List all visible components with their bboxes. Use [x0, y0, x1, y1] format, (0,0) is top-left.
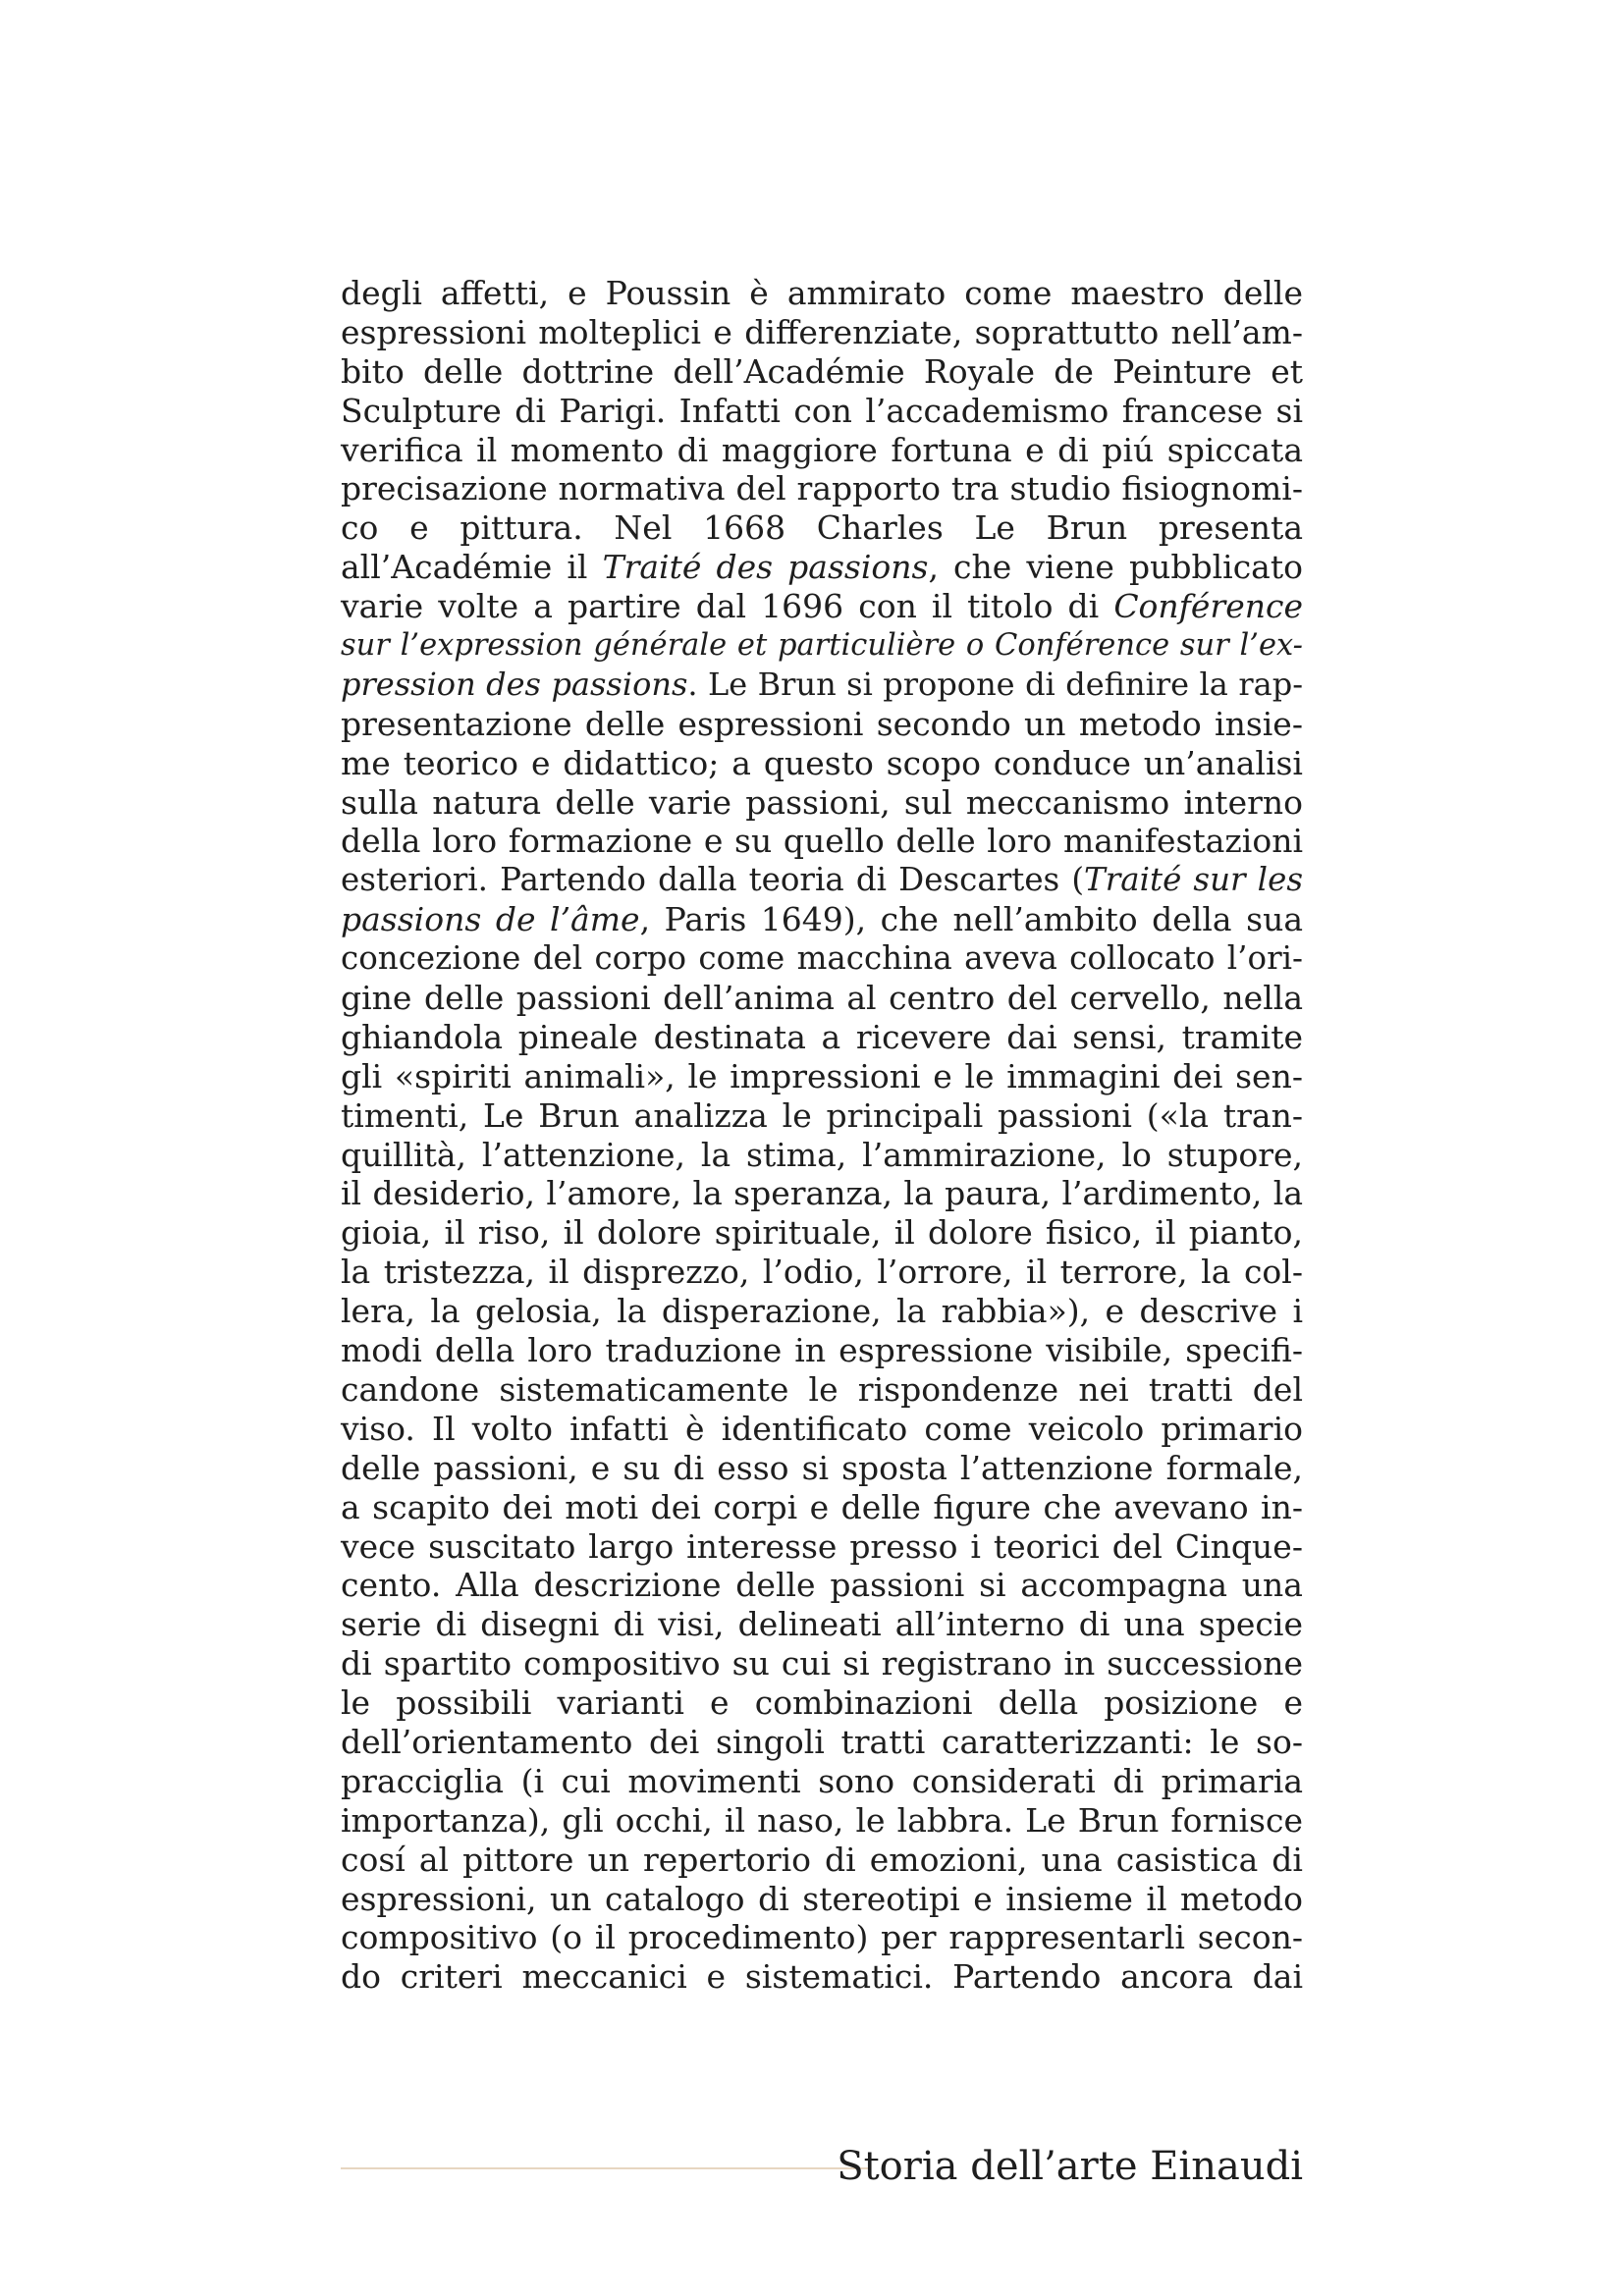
- text-line: [341, 1841, 1303, 1880]
- text-segment: presentazione delle espressioni secondo un metodo insie-: [341, 704, 1303, 743]
- text-line: [341, 313, 1303, 352]
- text-line: [341, 979, 1303, 1018]
- text-segment: varie volte a partire dal 1696 con il titolo di: [341, 587, 1114, 626]
- text-line: [341, 1174, 1303, 1213]
- text-segment: quillità, l’attenzione, la stima, l’ammirazione, lo stupore,: [341, 1135, 1303, 1174]
- text-segment: viso. Il volto infatti è identificato come veicolo primario: [341, 1409, 1303, 1448]
- text-line: [341, 1957, 1303, 1997]
- text-segment: precisazione normativa del rapporto tra studio fisiognomi-: [341, 469, 1303, 508]
- text-segment: do criteri meccanici e sistematici. Partendo ancora dai: [341, 1957, 1303, 1997]
- text-segment: me teorico e didattico; a questo scopo conduce un’analisi: [341, 743, 1303, 782]
- text-segment: la tristezza, il disprezzo, l’odio, l’orrore, il terrore, la col-: [341, 1253, 1303, 1292]
- text-line: [341, 1136, 1303, 1175]
- text-segment: gioia, il riso, il dolore spirituale, il dolore fisico, il pianto,: [341, 1213, 1303, 1253]
- text-line: [341, 1527, 1303, 1567]
- text-line: [341, 1331, 1303, 1370]
- text-segment: all’Académie il: [341, 548, 603, 587]
- text-line: [341, 1683, 1303, 1723]
- text-line: [341, 900, 1303, 939]
- text-segment: dell’orientamento dei singoli tratti caratterizzanti: le so-: [341, 1722, 1303, 1761]
- text-segment: modi della loro traduzione in espressione visibile, specifi-: [341, 1331, 1303, 1370]
- text-line: [341, 1723, 1303, 1762]
- text-line: [341, 508, 1303, 548]
- text-line: [341, 1410, 1303, 1449]
- text-line: [341, 1566, 1303, 1605]
- text-segment: bito delle dottrine dell’Académie Royale de Peinture et: [341, 351, 1303, 391]
- italic-title: Traité des passions: [602, 548, 929, 587]
- text-segment: esteriori. Partendo dalla teoria di Descartes (: [341, 861, 1085, 899]
- text-line: [341, 1488, 1303, 1527]
- text-line: [341, 1253, 1303, 1292]
- text-line: [341, 1801, 1303, 1841]
- text-segment: importanza), gli occhi, il naso, le labbra. Le Brun fornisce: [341, 1800, 1303, 1840]
- text-segment: gli «spiriti animali», le impressioni e le immagini dei sen-: [341, 1056, 1303, 1095]
- text-segment: le possibili varianti e combinazioni della posizione e: [341, 1683, 1303, 1723]
- text-line: [341, 705, 1303, 744]
- text-line: [341, 469, 1303, 508]
- text-segment: concezione del corpo come macchina aveva collocato l’ori-: [341, 939, 1303, 978]
- text-line: [341, 1292, 1303, 1331]
- text-line: [341, 939, 1303, 979]
- text-line: [341, 1057, 1303, 1096]
- text-line: [341, 274, 1303, 313]
- text-segment: Sculpture di Parigi. Infatti con l’accademismo francese si: [341, 391, 1303, 430]
- text-line: [341, 666, 1303, 705]
- text-segment: di spartito compositivo su cui si registrano in successione: [341, 1644, 1303, 1683]
- text-line: [341, 744, 1303, 783]
- text-line: [341, 1213, 1303, 1253]
- text-segment: verifica il momento di maggiore fortuna e di piú spiccata: [341, 430, 1303, 469]
- text-segment: cosí al pittore un repertorio di emozioni, una casistica di: [341, 1840, 1303, 1879]
- body-text: [341, 274, 1303, 1997]
- text-line: [341, 1096, 1303, 1136]
- text-line: [341, 1449, 1303, 1488]
- text-segment: lera, la gelosia, la disperazione, la rabbia»), e descrive i: [341, 1292, 1303, 1331]
- text-segment: . Le Brun si propone di definire la rap-: [687, 665, 1303, 703]
- text-line: [341, 1370, 1303, 1410]
- text-segment: pracciglia (i cui movimenti sono considerati di primaria: [341, 1761, 1303, 1800]
- text-line: [341, 1605, 1303, 1644]
- italic-title: Conférence: [1113, 587, 1303, 626]
- footer-title: Storia dell’arte Einaudi: [837, 2144, 1303, 2189]
- italic-title: Traité sur les: [1084, 861, 1303, 899]
- text-segment: espressioni molteplici e differenziate, soprattutto nell’am-: [341, 312, 1303, 351]
- text-segment: serie di disegni di visi, delineati all’interno di una specie: [341, 1605, 1303, 1644]
- italic-title: sur l’expression générale et particulière o Conférence sur l’ex-: [341, 628, 1303, 664]
- text-segment: sulla natura delle varie passioni, sul meccanismo interno: [341, 782, 1303, 822]
- text-line: [341, 431, 1303, 470]
- text-line: [341, 626, 1303, 666]
- text-line: [341, 392, 1303, 431]
- text-line: [341, 861, 1303, 900]
- text-segment: compositivo (o il procedimento) per rappresentarli secon-: [341, 1918, 1303, 1957]
- text-segment: timenti, Le Brun analizza le principali passioni («la tran-: [341, 1095, 1303, 1135]
- text-line: [341, 1762, 1303, 1801]
- text-line: [341, 352, 1303, 392]
- text-line: [341, 548, 1303, 587]
- text-line: [341, 783, 1303, 823]
- text-line: [341, 1018, 1303, 1057]
- italic-title: pression des passions: [341, 665, 688, 703]
- footer-rule: [341, 2167, 869, 2169]
- text-segment: , che viene pubblicato: [928, 548, 1303, 587]
- text-segment: cento. Alla descrizione delle passioni si accompagna una: [341, 1566, 1303, 1605]
- text-segment: ghiandola pineale destinata a ricevere dai sensi, tramite: [341, 1017, 1303, 1056]
- text-segment: co e pittura. Nel 1668 Charles Le Brun presenta: [341, 508, 1303, 548]
- text-segment: della loro formazione e su quello delle loro manifestazioni: [341, 822, 1303, 861]
- text-segment: , Paris 1649), che nell’ambito della sua: [639, 900, 1304, 939]
- text-segment: il desiderio, l’amore, la speranza, la paura, l’ardimento, la: [341, 1174, 1303, 1213]
- text-line: [341, 1880, 1303, 1919]
- text-segment: vece suscitato largo interesse presso i teorici del Cinque-: [341, 1526, 1303, 1566]
- text-line: [341, 822, 1303, 861]
- text-line: [341, 1644, 1303, 1683]
- text-segment: degli affetti, e Poussin è ammirato come maestro delle: [341, 274, 1303, 312]
- italic-title: passions de l’âme: [341, 900, 640, 939]
- text-segment: delle passioni, e su di esso si sposta l’attenzione formale,: [341, 1448, 1303, 1487]
- text-line: [341, 587, 1303, 626]
- text-segment: a scapito dei moti dei corpi e delle figure che avevano in-: [341, 1487, 1303, 1526]
- text-segment: espressioni, un catalogo di stereotipi e insieme il metodo: [341, 1879, 1303, 1918]
- text-line: [341, 1918, 1303, 1957]
- text-segment: gine delle passioni dell’anima al centro del cervello, nella: [341, 979, 1303, 1018]
- text-segment: candone sistematicamente le rispondenze nei tratti del: [341, 1369, 1303, 1409]
